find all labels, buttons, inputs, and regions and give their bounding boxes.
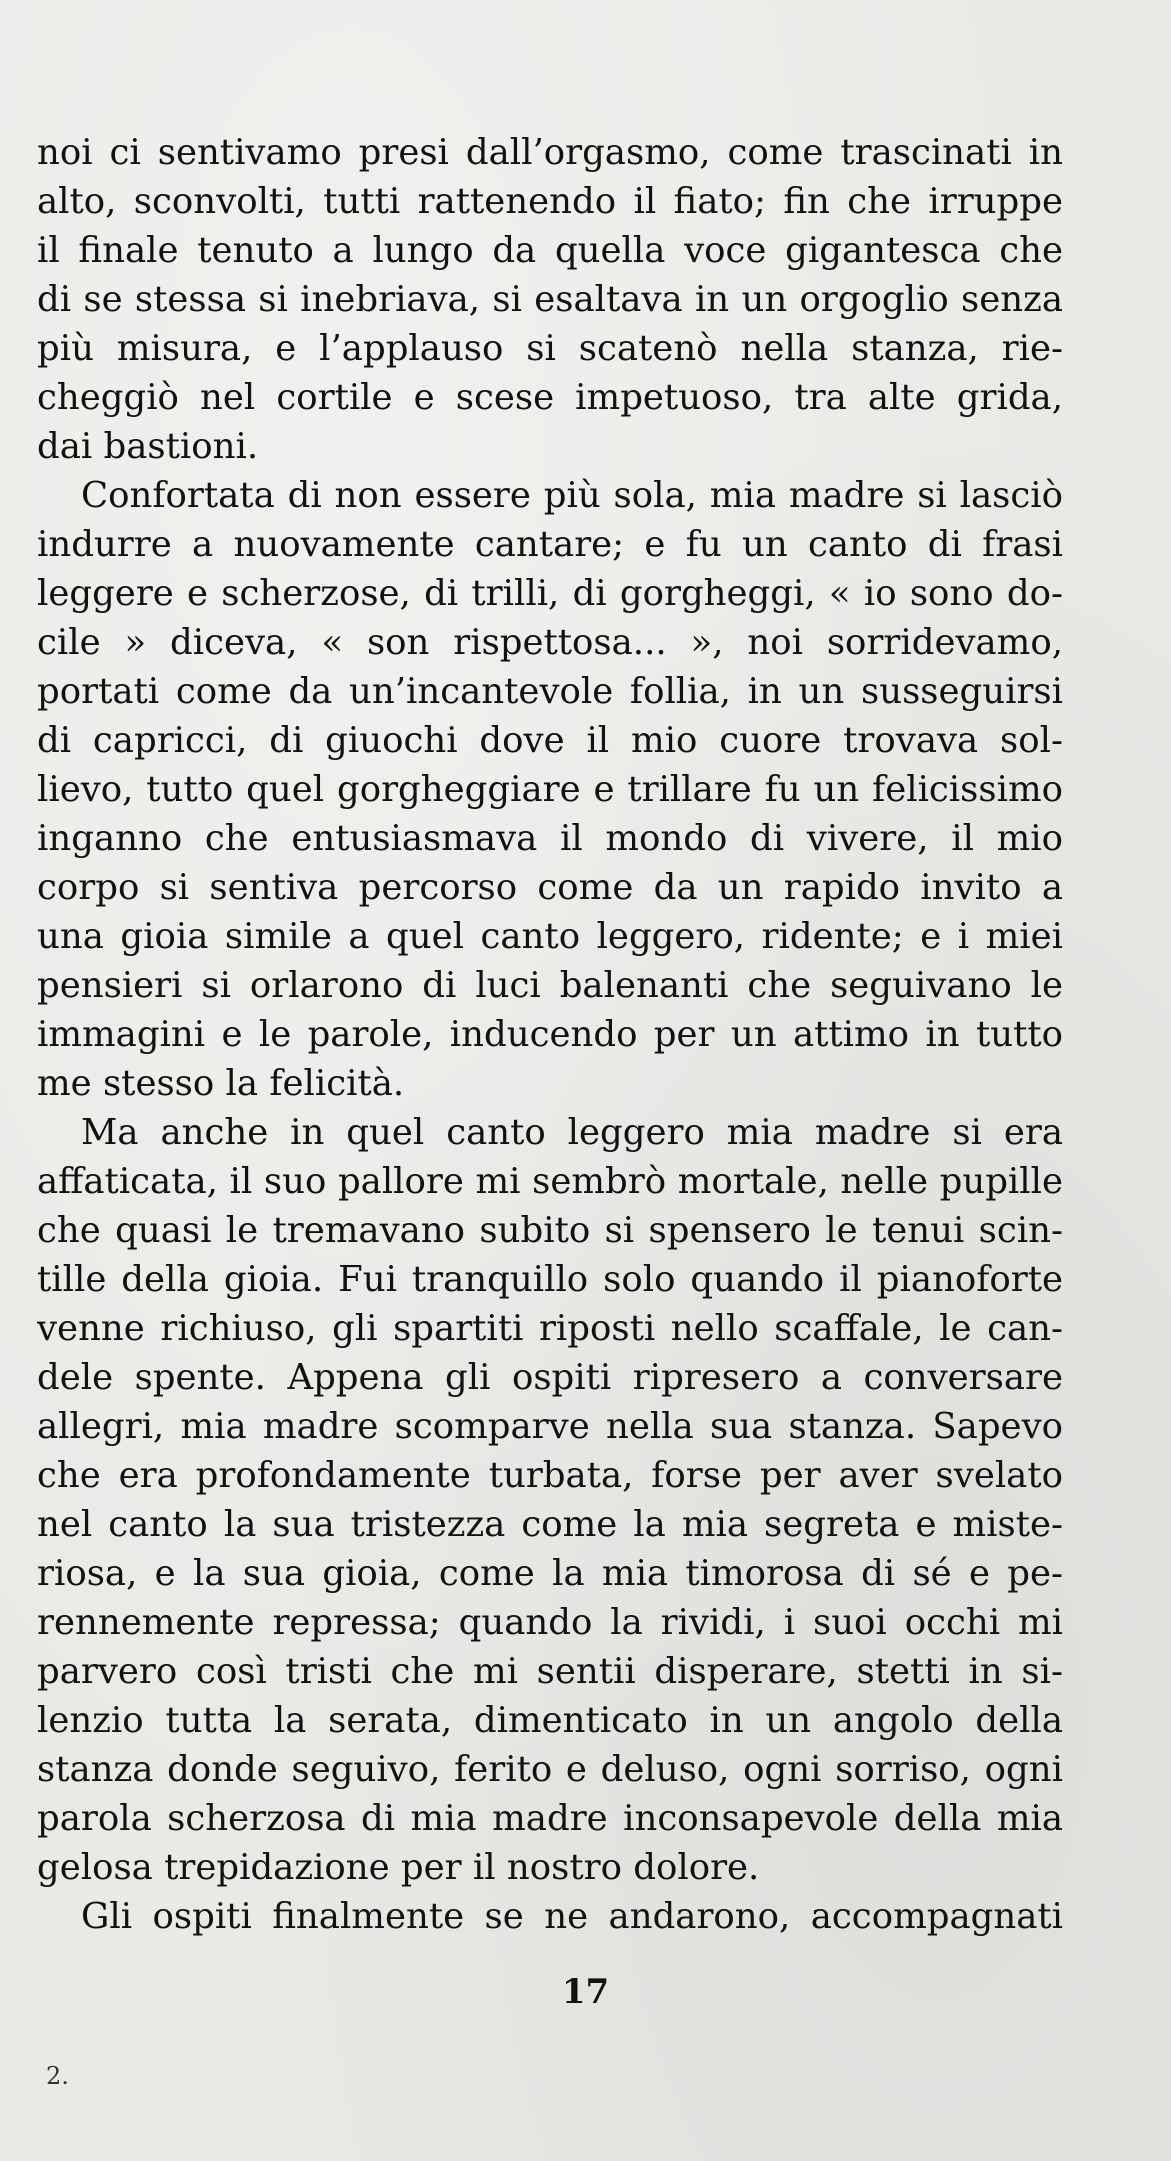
text-line: cile » diceva, « son rispettosa... », noi sorridevamo, — [37, 622, 1063, 663]
text-line: lenzio tutta la serata, dimenticato in un angolo della — [37, 1700, 1063, 1741]
text-line: dele spente. Appena gli ospiti ripresero a conversare — [37, 1357, 1063, 1398]
text-line: rennemente repressa; quando la rividi, i suoi occhi mi — [37, 1602, 1063, 1643]
text-line: nel canto la sua tristezza come la mia segreta e miste- — [37, 1504, 1063, 1545]
text-line: leggere e scherzose, di trilli, di gorgheggi, « io sono do- — [37, 573, 1063, 614]
text-line: indurre a nuovamente cantare; e fu un canto di frasi — [37, 524, 1063, 565]
page-number: 17 — [561, 1972, 610, 2012]
text-line: di se stessa si inebriava, si esaltava in un orgoglio senza — [37, 279, 1063, 320]
text-line: cheggiò nel cortile e scese impetuoso, tra alte grida, — [37, 377, 1063, 418]
text-line: inganno che entusiasmava il mondo di vivere, il mio — [37, 818, 1063, 859]
text-line: alto, sconvolti, tutti rattenendo il fiato; fin che irruppe — [37, 181, 1063, 222]
signature-mark: 2. — [46, 2062, 69, 2090]
text-line: Ma anche in quel canto leggero mia madre si era — [81, 1112, 1063, 1153]
text-line: più misura, e l’applauso si scatenò nella stanza, rie- — [37, 328, 1063, 369]
text-line: stanza donde seguivo, ferito e deluso, ogni sorriso, ogni — [37, 1749, 1063, 1790]
text-line: tille della gioia. Fui tranquillo solo quando il pianoforte — [37, 1259, 1063, 1300]
text-line: noi ci sentivamo presi dall’orgasmo, come trascinati in — [37, 132, 1063, 173]
text-line: corpo si sentiva percorso come da un rapido invito a — [37, 867, 1063, 908]
text-line: allegri, mia madre scomparve nella sua stanza. Sapevo — [37, 1406, 1063, 1447]
text-line: che quasi le tremavano subito si spensero le tenui scin- — [37, 1210, 1063, 1251]
text-line: immagini e le parole, inducendo per un attimo in tutto — [37, 1014, 1063, 1055]
text-line: venne richiuso, gli spartiti riposti nello scaffale, le can- — [37, 1308, 1063, 1349]
text-line: parola scherzosa di mia madre inconsapevole della mia — [37, 1798, 1063, 1839]
body-text — [37, 128, 1063, 1941]
text-line: lievo, tutto quel gorgheggiare e trillare fu un felicissimo — [37, 769, 1063, 810]
text-line: riosa, e la sua gioia, come la mia timorosa di sé e pe- — [37, 1553, 1063, 1594]
text-line: pensieri si orlarono di luci balenanti che seguivano le — [37, 965, 1063, 1006]
text-line: me stesso la felicità. — [37, 1063, 405, 1104]
text-line: portati come da un’incantevole follia, in un susseguirsi — [37, 671, 1063, 712]
text-line: parvero così tristi che mi sentii disperare, stetti in si- — [37, 1651, 1063, 1692]
text-line: che era profondamente turbata, forse per aver svelato — [37, 1455, 1063, 1496]
text-line: il finale tenuto a lungo da quella voce gigantesca che — [37, 230, 1063, 271]
text-line: gelosa trepidazione per il nostro dolore. — [37, 1847, 760, 1888]
text-line: Confortata di non essere più sola, mia madre si lasciò — [81, 475, 1063, 516]
text-line: dai bastioni. — [37, 426, 259, 467]
text-line: di capricci, di giuochi dove il mio cuore trovava sol- — [37, 720, 1063, 761]
text-line: Gli ospiti finalmente se ne andarono, accompagnati — [81, 1896, 1063, 1937]
text-line: affaticata, il suo pallore mi sembrò mortale, nelle pupille — [37, 1161, 1063, 1202]
text-line: una gioia simile a quel canto leggero, ridente; e i miei — [37, 916, 1063, 957]
